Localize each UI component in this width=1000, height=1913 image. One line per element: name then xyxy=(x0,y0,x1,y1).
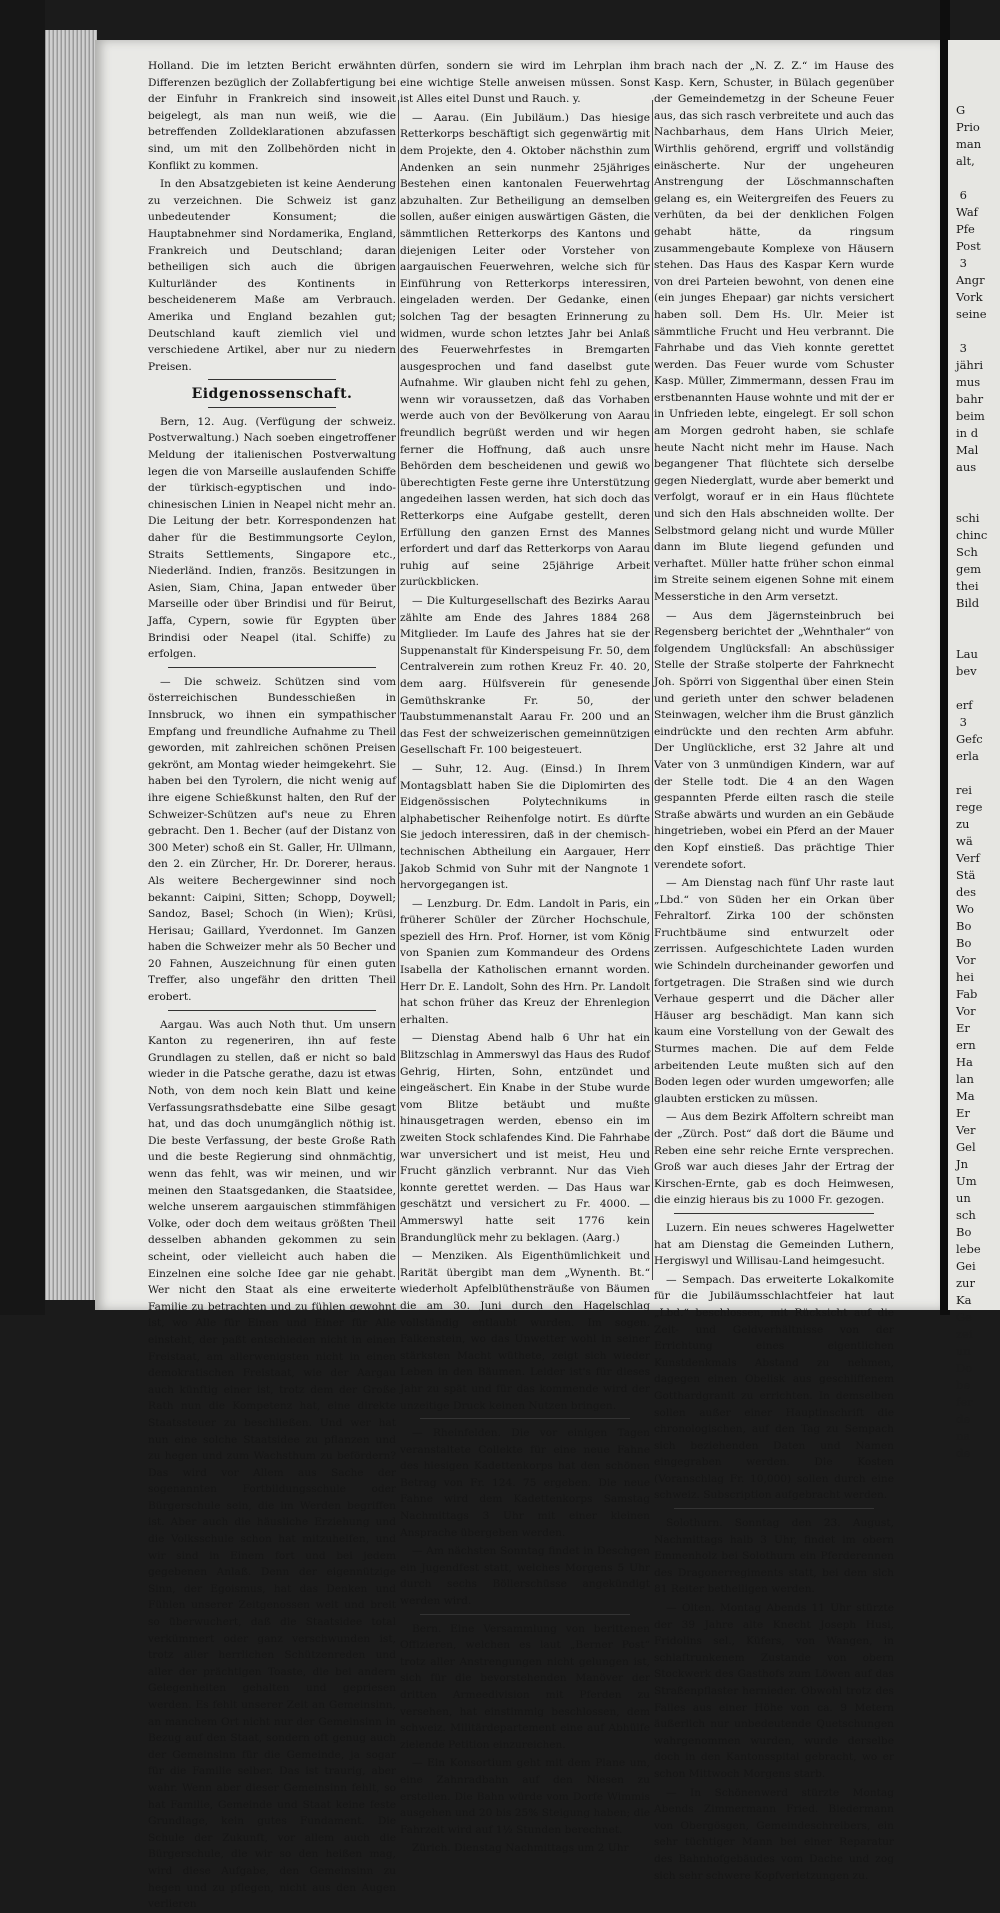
column-3 xyxy=(654,58,894,1882)
article-lenzburg: — Lenzburg. Dr. Edm. Landolt in Paris, ein früherer Schüler der Zürcher Hochschule, speziell des Hrn. Prof. Horner, ist vom König von Spanien zum Kommandeur des Ordens Isabella der Katholischen ernannt worden. Herr Dr. E. Landolt, Sohn des Hrn. Pr. Landolt hat schon früher das Kreuz der Ehrenlegion erhalten. xyxy=(400,897,650,1026)
divider xyxy=(208,407,336,408)
divider xyxy=(168,667,376,668)
article-menziken: — Menziken. Als Eigenthümlichkeit und Rarität übergibt man dem „Wynenth. Bt.“ wiederholt Apfelblüthensträuße von Bäumen die am 30. Juni durch den Hagelschlag vollständig entlaubt wurden. Im sogen. Falkenstein, wo das Unwetter wohl in seiner stärksten Macht wüthete, zeigt sich wieder Leben in den Bäumen. Leider ist's für dieses Jahr zu spät und für das kommende wird der unzeitige Druck keinen Nutzen bringen. xyxy=(400,1250,650,1412)
article-holland: Holland. Die im letzten Bericht erwähnten Differenzen bezüglich der Zollabfertigung bei der Einfuhr in Frankreich sind insoweit beigelegt, als man nun weiß, wie die betreffenden Zolldeklarationen abzufassen sind, um mit den Zollbehörden nicht in Konflikt zu kommen. xyxy=(148,60,396,172)
article-sempach: — Sempach. Das erweiterte Lokalkomite für die Jubiläumsschlachtfeier hat laut „Lbd.“ beschlossen, mit Rücksicht auf die Zeit- und Geldverhältnisse von der Errichtung eines eigentlichen Kunstdenkmals Abstand zu nehmen, dagegen einen Obelisk aus geschliffenem Gotthardgranit zu errichten. In demselben sollen außer einer Hauptinschrift die chronologischen, auf den Tag zu Sempach sich beziehenden Daten und Namen eingegraben werden. Die Kosten (Voranschlag Fr. 10,000) sollen durch eine schweiz. Subscription aufgebracht werden. xyxy=(654,1273,894,1502)
divider xyxy=(420,1614,630,1615)
divider xyxy=(674,1508,874,1509)
article-schoenenwerd: — In Schönenwerd stürzte Montag Abends Zimmermann Fried. Biedermann von Obergösgen, Gemeindeschreibers, ein sehr tüchtiger Mann bei einer Reparatur des Bahnhofgebäudes vom Dache und zog sich sehr schwere Kopfverletzungen zu. xyxy=(654,1786,894,1882)
article-schuetzen: — Die schweiz. Schützen sind vom österreichischen Bundesschießen in Innsbruck, wo ihnen ein sympathischer Empfang und freundliche Aufnahme zu Theil geworden, mit zahlreichen schönen Preisen gekrönt, am Montag wieder heimgekehrt. Sie haben bei den Tyrolern, die nicht wenig auf ihre eigene Schießkunst halten, den Ruf der Schweizer-Schützen auf's neue zu Ehren gebracht. Den 1. Becher (auf der Distanz von 300 Meter) schoß ein St. Galler, Hr. Ullmann, den 2. ein Zürcher, Hr. Dr. Dorerer, heraus. Als weitere Bechergewinner sind noch bekannt: Caipini, Sitten; Schopp, Doywell; Sandoz, Basel; Schoch (in Wien); Krüsi, Herisau; Gaillard, Yverdonnet. Im Ganzen haben die Schweizer mehr als 50 Becher und 20 Fahnen, Auszeichnung für einen guten Treffer, also ungefähr den dritten Theil erobert. xyxy=(148,675,396,1004)
column-2 xyxy=(400,58,650,1855)
article-deschgen: — Am nächsten Sonntag findet in Deschgen ein Jugendfest statt, welches Morgens 5 Uhr durch sechs Böllerschüsse angekündigt werden wird. xyxy=(400,1545,650,1608)
column-rule-2 xyxy=(652,100,653,1280)
section-heading: Eidgenossenschaft. xyxy=(191,386,353,403)
article-fehraltorf: — Am Dienstag nach fünf Uhr raste laut „Lbd.“ von Süden her ein Orkan über Fehraltorf. Zirka 100 der schönsten Fruchtbäume sind entwurzelt oder zerrissen. Aufgeschichtete Laden wurden wie Schindeln durcheinander geworfen und fortgetragen. Die Straßen sind wie durch Verhaue gesperrt und die Dächer aller Häuser arg beschädigt. Man kann sich kaum eine Vorstellung von der Gewalt des Sturmes machen. Die auf dem Felde arbeitenden Leute mußten sich auf den Boden legen oder wurden umgeworfen; alle glaubten ersticken zu müssen. xyxy=(654,877,894,1105)
article-absatzgebiete: In den Absatzgebieten ist keine Aenderung zu verzeichnen. Die Schweiz ist ganz unbedeutender Konsument; die Hauptabnehmer sind Nordamerika, England, Frankreich und Deutschland; daran betheiligen sich auch die übrigen Kulturländer des Kontinents in bescheidenerem Maße am Verbrauch. Amerika und England bezahlen gut; Deutschland kauft ziemlich viel und verschiedene Artikel, aber nur zu niedern Preisen. xyxy=(148,178,396,373)
divider xyxy=(168,1010,376,1011)
adjacent-page-fragment xyxy=(948,40,1000,1460)
article-zuerich: Zürich. Dienstag Nachmittags um 2 Uhr xyxy=(412,1842,629,1855)
article-ammerswyl: — Dienstag Abend halb 6 Uhr hat ein Blitzschlag in Ammerswyl das Haus des Rudof Gehrig, Hirten, Sohn, entzündet und eingeäschert. Ein Knabe in der Stube wurde vom Blitze betäubt und mußte hinausgetragen werden, ebenso ein im zweiten Stock schlafendes Kind. Die Fahrhabe war unversichert und ist meist, Heu und Frucht gänzlich verbrannt. Nur das Vieh konnte gerettet werden. — Das Haus war geschätzt und versichert zu Fr. 4000. — Ammerswyl hatte seit 1776 kein Brandunglück mehr zu beklagen. (Aarg.) xyxy=(400,1032,650,1244)
divider xyxy=(420,1418,630,1419)
article-continuation: dürfen, sondern sie wird im Lehrplan ihm eine wichtige Stelle anweisen müssen. Sonst ist Alles eitel Dunst und Rauch. y. xyxy=(400,60,650,106)
article-rheinfelden: — Rheinfelden. Die vor einigen Tagen veranstaltete Collekte für eine neue Fahne des hiesigen Kadettenkorps hat den schönen Betrag von Fr. 124. 75 ergeben. Die neue Fahne wird dem Kadettenkorps Samstag Nachmittags 3 Uhr mit einer kleinen Ansprache übergeben werden. xyxy=(400,1427,650,1539)
article-bern-post: Bern, 12. Aug. (Verfügung der schweiz. Postverwaltung.) Nach soeben eingetroffener Meldung der italienischen Postverwaltung legen die von Marseille auslaufenden Schiffe der türkisch-egyptischen und indo-chinesischen Linien in Neapel nicht mehr an. Die Leitung der betr. Korrespondenzen hat daher für die Bestimmungsorte Ceylon, Straits Settlements, Singapore etc., Niederländ. Indien, französ. Besitzungen in Asien, Siam, China, Japan entweder über Marseille oder über Brindisi und für Beirut, Jaffa, Cypern, sowie für Egypten über Brindisi oder Neapel (ital. Schiffe) zu erfolgen. xyxy=(148,415,396,661)
article-affoltern: — Aus dem Bezirk Affoltern schreibt man der „Zürch. Post“ daß dort die Bäume und Reben eine sehr reiche Ernte versprechen. Groß war auch dieses Jahr der Ertrag der Kirschen-Ernte, gab es doch Heimwesen, die einzig hieraus bis zu 1000 Fr. gezogen. xyxy=(654,1111,894,1207)
divider xyxy=(674,1213,874,1214)
article-niesen: — Ein Konsortium geht mit dem Plane um, eine Zahnradbahn auf den Niesen zu erstellen. Die Bahn würde vom Dorfe Wimmis ausgehen und 20 bis 25% Steigung haben; die Fahrzeit wird auf 1½ Stunden berechnet. xyxy=(400,1757,650,1836)
column-1 xyxy=(148,58,396,1911)
column-rule-1 xyxy=(398,100,399,1280)
article-aarau-jubilaeum: — Aarau. (Ein Jubiläum.) Das hiesige Retterkorps beschäftigt sich gegenwärtig mit dem Projekte, den 4. Oktober nächsthin zum Andenken an sein nunmehr 25jähriges Bestehen einen kantonalen Feuerwehrtag abzuhalten. Zur Betheiligung an demselben sollen, außer einigen auswärtigen Gästen, die sämmtlichen Retterkorps des Kantons und diejenigen Leiter oder Vorsteher von aargauischen Feuerwehren, welche sich für Einführung von Retterkorps interessiren, eingeladen werden. Der Gedanke, einen solchen Tag der besagten Erinnerung zu widmen, wurde schon letztes Jahr bei Anlaß des Feuerwehrfestes in Bremgarten ausgesprochen und fand daselbst gute Aufnahme. Wir glauben nicht fehl zu gehen, wenn wir voraussetzen, daß das Vorhaben werde auch von der Bevölkerung von Aarau freundlich begrüßt werden und wir hegen ferner die Hoffnung, daß auch unsre Behörden dem bescheidenen und gewiß wo überechtigten Feste gerne ihre Unterstützung angedeihen lassen werden, hat sich doch das Retterkorps eine Aufgabe gestellt, deren Erfüllung den ganzen Ernst des Mannes erfordert und darf das Retterkorps von Aarau ruhig auf seine 25jährige Arbeit zurückblicken. xyxy=(400,111,650,589)
article-buelach-brand: brach nach der „N. Z. Z.“ im Hause des Kasp. Kern, Schuster, in Bülach gegenüber der Gemeindemetzg in der Scheune Feuer aus, das sich rasch verbreitete und auch das Nachbarhaus, dem Hans Ulrich Meier, Wirthlis gehörend, ergriff und vollständig einäscherte. Nur der ungeheuren Anstrengung der Löschmannschaften gelang es, ein Weitergreifen des Feuers zu verhüten, da bei der denklichen Folgen gehabt hätte, da ringsum zusammengebaute Komplexe von Häusern stehen. Das Haus des Kaspar Kern wurde von drei Parteien bewohnt, von denen eine (ein junges Ehepaar) gar nichts versichert haben soll. Dem Hs. Ulr. Meier ist sämmtliche Frucht und Heu verbrannt. Die Fahrhabe und das Vieh konnte gerettet werden. Das Feuer wurde vom Schuster Kasp. Müller, Zimmermann, dessen Frau im erstbenannten Hause wohnte und mit der er in Unfrieden lebte, eingelegt. Er soll schon am Morgen gedroht haben, sie schlafe heute Nacht nicht mehr im Hause. Nach begangener That flüchtete sich derselbe gegen Niederglatt, wurde aber bemerkt und verfolgt, worauf er in ein Haus flüchtete und sich den Hals abschneiden wollte. Der Selbstmord gelang nicht und wurde Müller dann im Blute liegend gefunden und verhaftet. Müller hatte früher schon einmal im Streite seinem eigenen Sohne mit einem Messerstiche in den Arm versetzt. xyxy=(654,60,894,603)
book-spine xyxy=(0,0,45,1315)
article-kulturgesellschaft: — Die Kulturgesellschaft des Bezirks Aarau zählte am Ende des Jahres 1884 268 Mitglieder. Im Laufe des Jahres hat sie der Suppenanstalt für Kinderspeisung Fr. 50, dem Centralverein zum rothen Kreuz Fr. 40. 20, dem aarg. Hülfsverein für genesende Gemüthskranke Fr. 50, der Taubstummenanstalt Aarau Fr. 200 und an das Fest der schweizerischen gemeinnützigen Gesellschaft Fr. 100 beigesteuert. xyxy=(400,595,650,757)
article-suhr: — Suhr, 12. Aug. (Einsd.) In Ihrem Montagsblatt haben Sie die Diplomirten des Eidgenössischen Polytechnikums in alphabetischer Reihenfolge notirt. Es dürfte Sie jedoch interessiren, daß in der chemisch-technischen Abtheilung ein Aargauer, Herr Jakob Schmid von Suhr mit der Nangnote 1 hervorgegangen ist. xyxy=(400,762,650,892)
divider xyxy=(208,379,336,380)
article-luzern: Luzern. Ein neues schweres Hagelwetter hat am Dienstag die Gemeinden Luthern, Hergiswyl und Willisau-Land heimgesucht. xyxy=(654,1221,894,1268)
article-aargau: Aargau. Was auch Noth thut. Um unsern Kanton zu regeneriren, ihn auf feste Grundlagen zu stellen, daß er nicht so bald wieder in die Patsche gerathe, dazu ist etwas Noth, von dem noch kein Blatt und keine Verfassungsrathsdebatte eine Silbe gesagt hat, und das doch unumgänglich nöthig ist. Die beste Verfassung, der beste Große Rath und die beste Regierung sind ohnmächtig, wenn das fehlt, was wir meinen, und wir meinen den Staatsgedanken, die Staatsidee, welche unserem aargauischen stimmfähigen Volke, oder doch dem weitaus größten Theil desselben abhanden gekommen zu sein scheint, oder vielleicht auch haben die Einzelnen eine solche Idee gar nie gehabt. Wer nicht den Staat als eine erweiterte Familie zu betrachten und zu fühlen gewohnt ist, wo Alle für Einen und Einer für Alle einsteht, der paßt entschieden nicht in einen Freistaat, am allerwenigsten nicht in einen demokratischen Freistaat, wie der Aargau auch künftig einer ist, trotz dem der Große Rath nun die Kompetenz hat, eine direkte Staatssteuer zu beschließen. Und wer hat nun eine solche Staatsidee zu pflanzen und zu hegen und zum Wachsthum zu befördern? Das wird vor Allem aus Sache der sogenannten Fortbildungsschule oder Bürgerschule sein, die im Werden begriffen ist. Aber auch die häusliche Erziehung und die Volksschule schon hat mitzuhelfen, und wir sind in Einem fort und bei jedem gegebenen Anlaß. Denn der eigennützige Sinn, der Egoismus, hat das Denken und Fühlen unserer Zeitgenossen weit und breit so überwuchert, daß die Staatsidee total verkümmert oder ganz verschwunden ist, trotz aller herrlichen Schützenreden und aller der prächtigen Toaste, die bei andern Gelegenheiten gehalten und gepriesen werden. Es fehlt unserer Zeit an Gemeinsinn, an manchem Ort nicht nur der Gemeinsinn in Bezug auf den Staat, sondern oft genug auch der Gemeinsinn für die Gemeinde, ja sogar für die Familie selber. Das ist traurig, aber wahr. Wenn aber dieser Gemeinsinn fehlt, so hat Familie, Gemeinde und Staat keine feste Grundlage, kein gutes Fundament. Die Schule der Zukunft, vor allem auch die Bürgerschule, die wir so den heißen mag, wird diese Aufgabe, den Gemeinsinn zu hegen und zu pflegen, nicht aus den Augen verlieren xyxy=(148,1018,396,1911)
article-solothurn: Solothurn. Sonntag den 23. August, Nachmittags halb 3 Uhr, findet im obern Emmenholz bei Solothurn ein Pferderennen des Dragonerregiments statt, bei dem sich 81 Reiter betheiligen werden. xyxy=(654,1517,894,1596)
article-regensberg: — Aus dem Jägernsteinbruch bei Regensberg berichtet der „Wehnthaler“ von folgendem Unglücksfall: An abschüssiger Stelle der Straße stolperte der Fahrknecht Joh. Spörri von Siggenthal über einen Stein und gerieth unter den schwer beladenen Steinwagen, welcher ihm die Brust gänzlich eindrückte und den rechten Arm abfuhr. Der Unglückliche, erst 32 Jahre alt und Vater von 3 unmündigen Kindern, war auf der Stelle todt. Die 4 an den Wagen gespannten Pferde eilten rasch die steile Straße abwärts und wurden an ein Gebäude hingetrieben, wobei ein Pferd an der Mauer den Kopf einstieß. Das prächtige Thier verendete sofort. xyxy=(654,609,894,871)
page-edges xyxy=(45,30,97,1300)
article-olten: — Olten. Montag Abends 11 Uhr stürzte der 39 Jahre alte Knecht Joseph Husi, Fridolins sel., Küfers, von Wangen, in schlaftrunkenem Zustande von obern Stockwerk des Gasthofs zum Löwen auf das Straßenpflaster hernieder. Obwohl trotz des Falles aus einer Höhe von ca. 9 Metern äußerlich nur unbedeutende Quetschungen wahrgenommen wurden, wurde derselbe doch in den Kantonsspital gebracht, wo er schon Mittwoch Morgens starb. xyxy=(654,1602,894,1780)
article-bern-offiziere: Bern. Eine Versammlung von berittenen Offizieren, welchen es laut „Berner Post“ trotz aller Anstrengungen nicht gelungen ist, sich für die bevorstehenden Manöver der dritten Armeedivision mit Pferden zu versehen, hat einstimmig beschlossen, dem schweiz. Militärdepartement eine auf Abhülfe zielende Petition einzureichen. xyxy=(400,1622,650,1751)
adjacent-page-text: G Prio man alt, 6 Waf Pfe Post 3 Angr Vork seine 3 jähri mus bahr beim in d Mal aus schi chinc Sch gem thei Bild Lau bev erf 3 Gefc erla rei rege zu wä Verf Stä des Wo Bo Bo Vor hei Fab Vor Er ern Ha lan Ma Er Ver Gel Jn Um un sch Bo lebe Gei zur Ka Ge zei un Do be fer de na de xyxy=(956,103,988,1460)
